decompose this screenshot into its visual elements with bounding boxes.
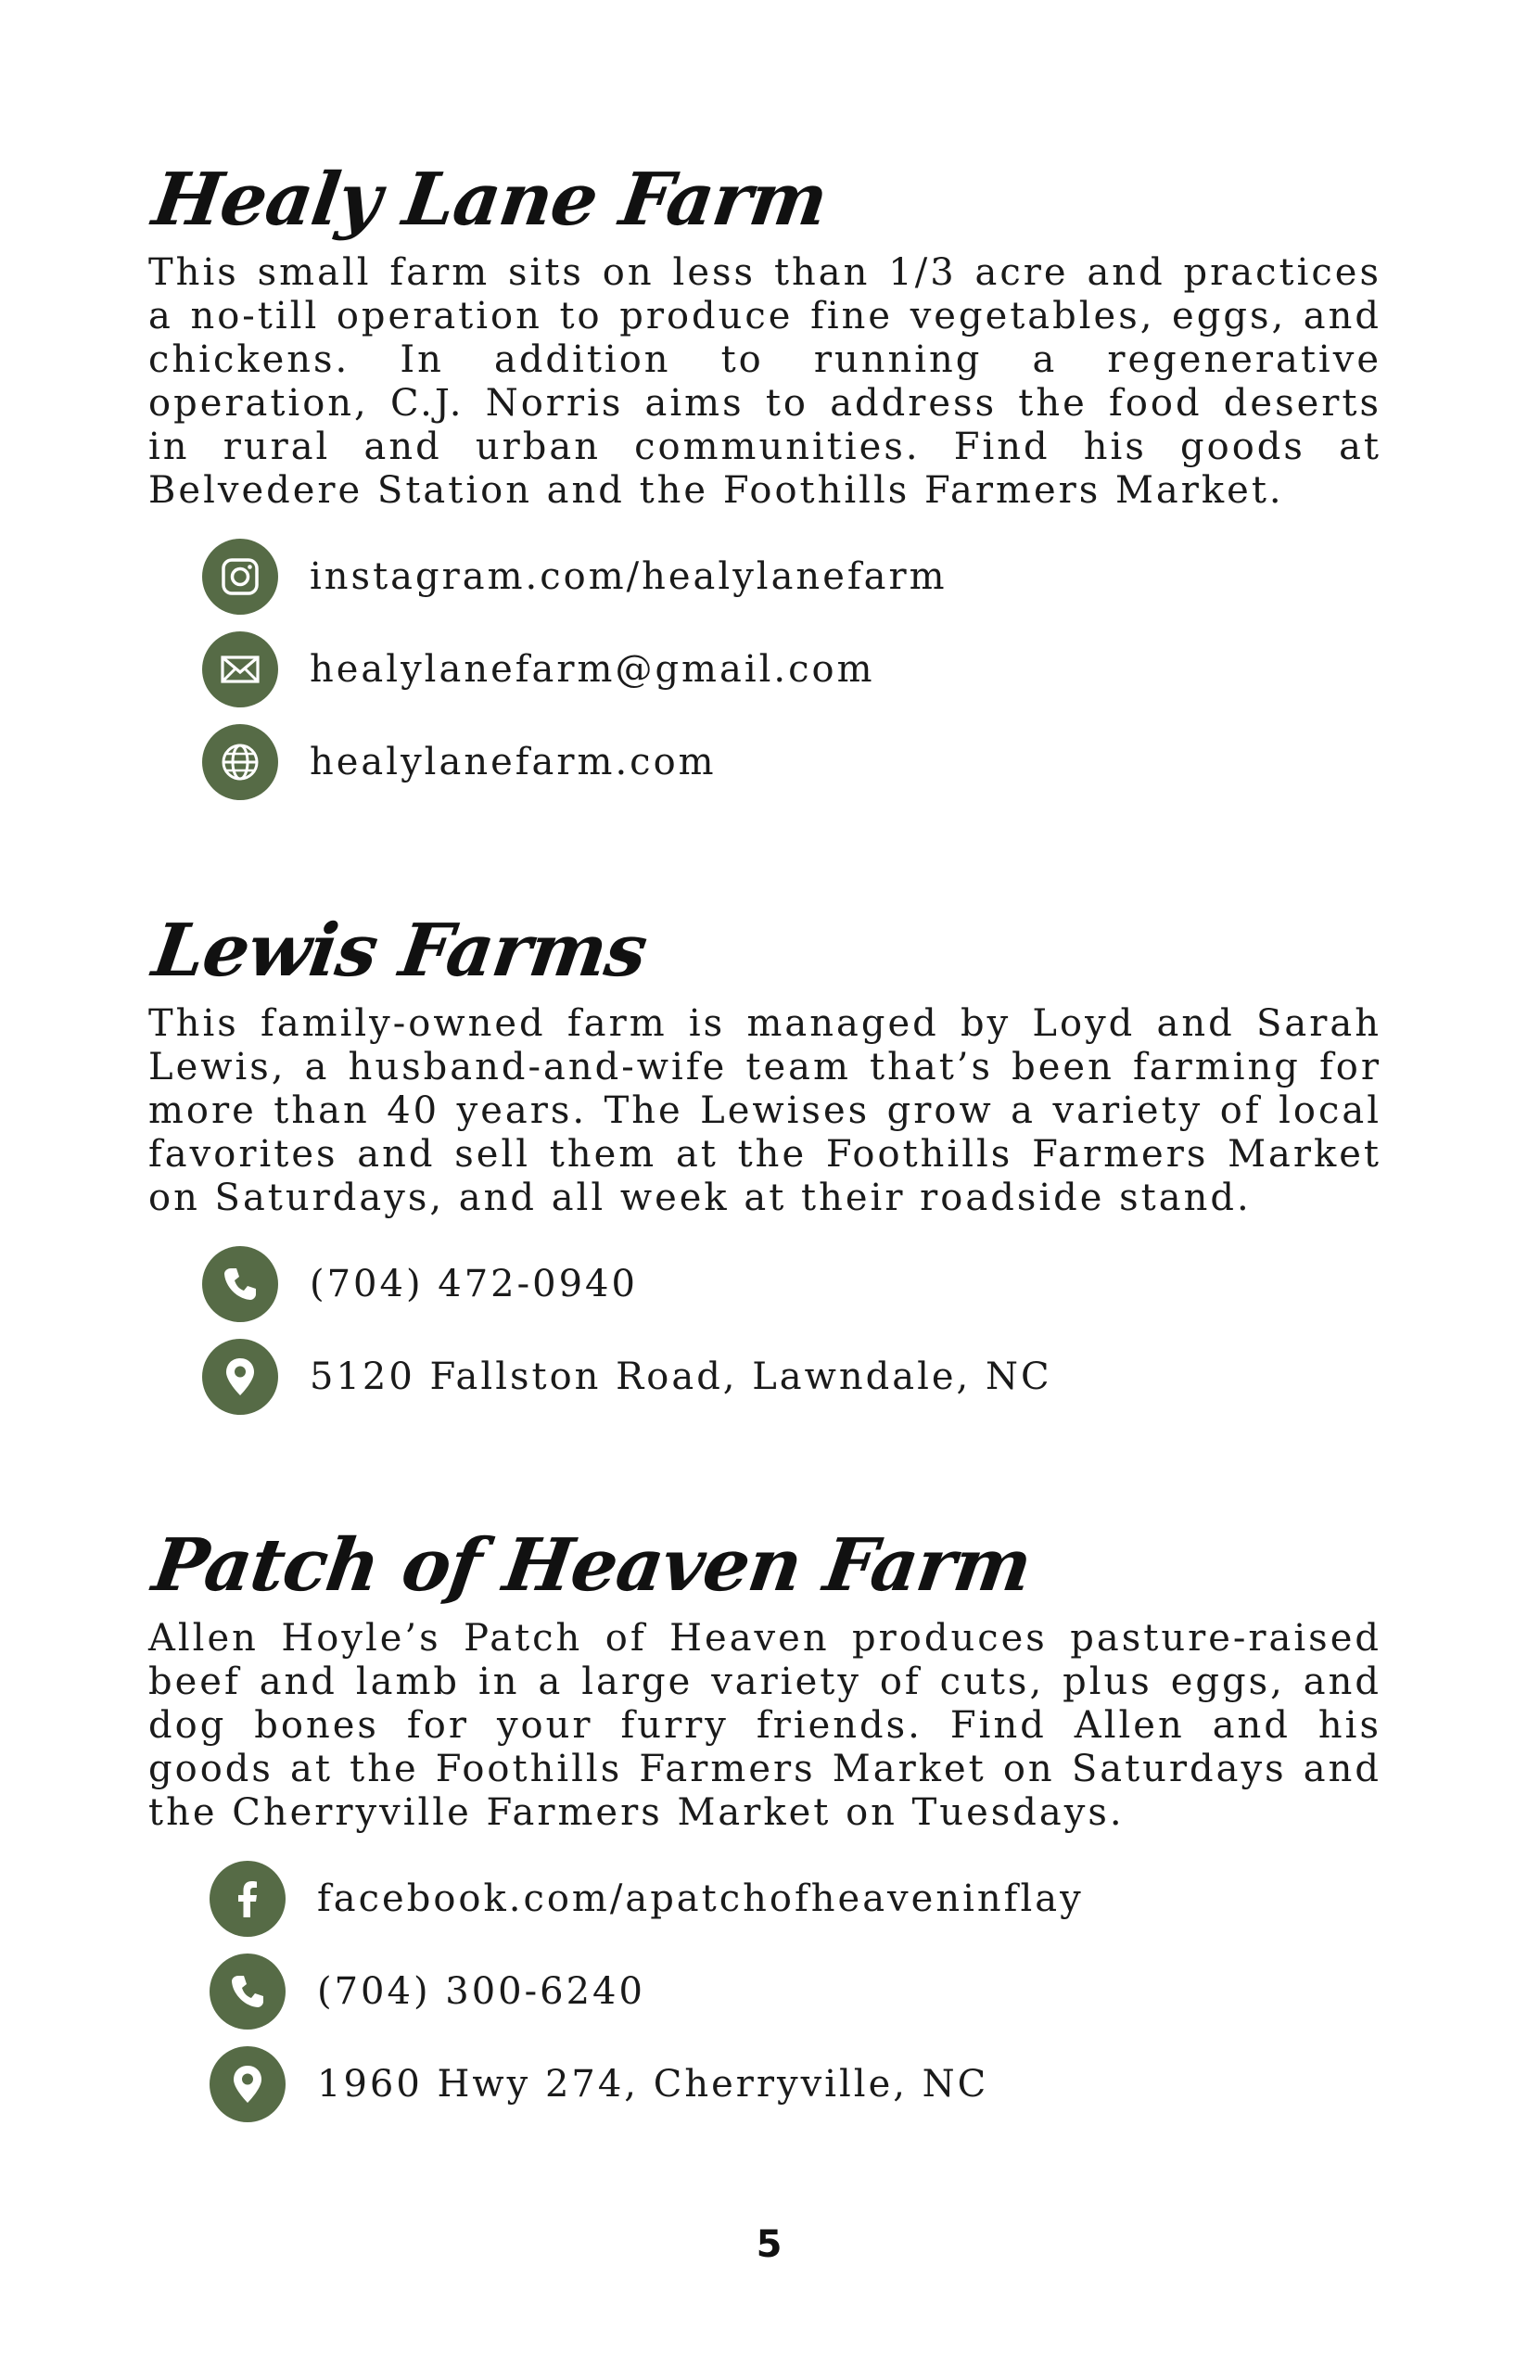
farm-description: Allen Hoyle’s Patch of Heaven produces pasture-raised beef and lamb in a large variety of cuts, plus eggs, and dog bones for your furry friends. Find Allen and his goods at the Foothills Farmers Market on Saturdays and the Cherryville Farmers Market on Tuesdays. — [148, 1616, 1381, 1834]
contact-facebook[interactable] — [210, 1861, 1381, 1937]
globe-icon — [202, 724, 278, 800]
phone-icon — [210, 1954, 286, 2030]
farm-description: This small farm sits on less than 1/3 acre and practices a no-till operation to produce fine vegetables, eggs, and chickens. In addition to running a regenerative operation, C.J. Norris aims to address the food deserts in rural and urban communities. Find his goods at Belvedere Station and the Foothills Farmers Market. — [148, 250, 1381, 512]
address-text[interactable]: 1960 Hwy 274, Cherryville, NC — [317, 2062, 989, 2106]
phone-icon — [202, 1246, 278, 1322]
farm-title: Lewis Farms — [147, 909, 652, 993]
farm-section-healy-lane — [147, 158, 1381, 817]
facebook-icon — [210, 1861, 286, 1937]
instagram-link[interactable]: instagram.com/healylanefarm — [310, 554, 948, 598]
page-number: 5 — [756, 2223, 784, 2266]
instagram-icon — [202, 539, 278, 615]
phone-number[interactable]: (704) 300-6240 — [317, 1969, 645, 2013]
contact-phone[interactable] — [202, 1246, 1381, 1322]
farm-title: Healy Lane Farm — [147, 158, 833, 242]
email-link[interactable]: healylanefarm@gmail.com — [310, 647, 875, 691]
farm-title: Patch of Heaven Farm — [147, 1523, 1037, 1608]
address-text[interactable]: 5120 Fallston Road, Lawndale, NC — [310, 1355, 1052, 1398]
contact-address[interactable] — [210, 2046, 1381, 2122]
contact-list — [148, 1861, 1381, 2122]
location-pin-icon — [202, 1339, 278, 1415]
farm-description: This family-owned farm is managed by Loyd and Sarah Lewis, a husband-and-wife team that’s been farming for more than 40 years. The Lewises grow a variety of local favorites and sell them at the Foothills Farmers Market on Saturdays, and all week at their roadside stand. — [148, 1001, 1381, 1219]
contact-list — [148, 1246, 1381, 1415]
email-icon — [202, 631, 278, 707]
farm-section-lewis — [147, 909, 1381, 1432]
facebook-link[interactable]: facebook.com/apatchofheaveninflay — [317, 1877, 1084, 1920]
farm-section-patch-of-heaven — [147, 1523, 1381, 2139]
location-pin-icon — [210, 2046, 286, 2122]
contact-website[interactable] — [202, 724, 1381, 800]
contact-list — [148, 539, 1381, 800]
contact-address[interactable] — [202, 1339, 1381, 1415]
phone-number[interactable]: (704) 472-0940 — [310, 1262, 638, 1305]
contact-instagram[interactable] — [202, 539, 1381, 615]
contact-phone[interactable] — [210, 1954, 1381, 2030]
contact-email[interactable] — [202, 631, 1381, 707]
website-link[interactable]: healylanefarm.com — [310, 740, 717, 783]
